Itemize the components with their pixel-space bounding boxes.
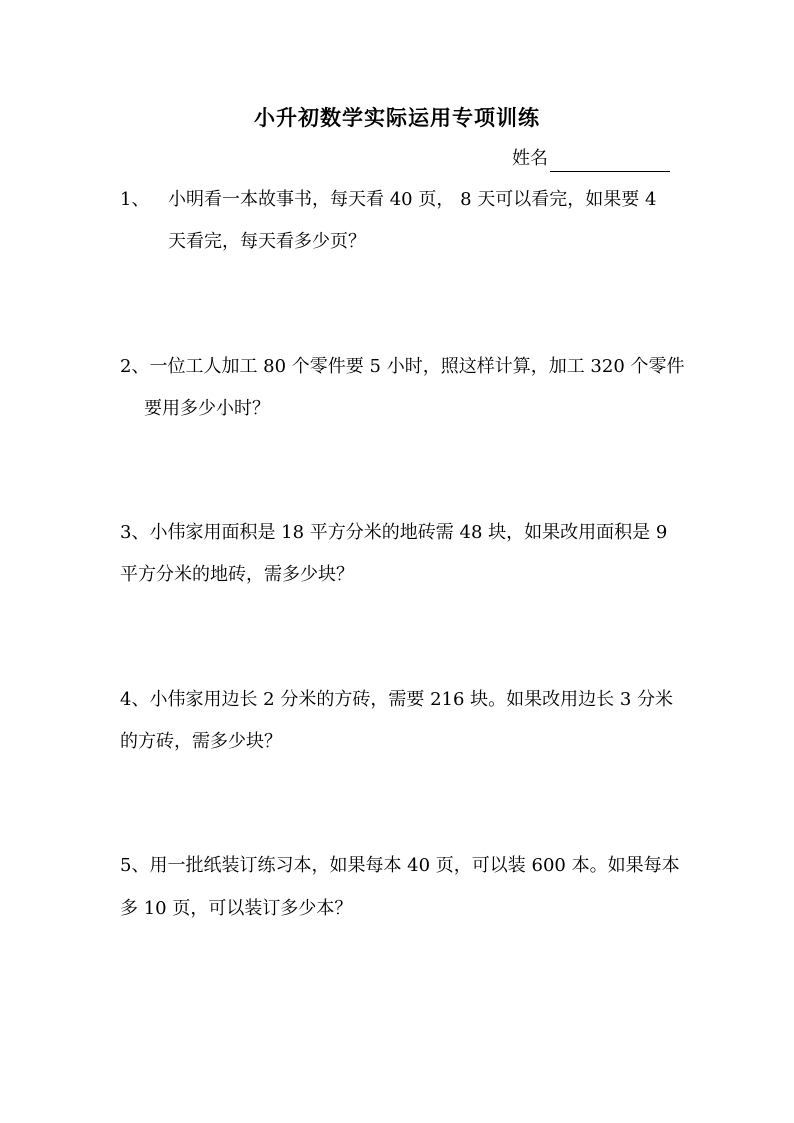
question-1-number: 1、 — [120, 189, 150, 210]
name-field — [512, 146, 670, 172]
question-5-line-2: 多 10 页，可以装订多少本？ — [120, 898, 353, 919]
question-2-line-1: 2、一位工人加工 80 个零件要 5 小时，照这样计算，加工 320 个零件 — [120, 356, 685, 377]
question-1-line-2: 天看完，每天看多少页？ — [168, 231, 366, 252]
question-2-line-2: 要用多少小时？ — [144, 398, 270, 419]
question-3-line-1: 3、小伟家用面积是 18 平方分米的地砖需 48 块，如果改用面积是 9 — [120, 522, 668, 543]
name-blank-line — [550, 151, 670, 172]
page-title: 小升初数学实际运用专项训练 — [254, 105, 540, 130]
name-label: 姓名 — [512, 148, 548, 169]
question-4-line-1: 4、小伟家用边长 2 分米的方砖，需要 216 块。如果改用边长 3 分米 — [120, 689, 674, 710]
question-4-line-2: 的方砖，需多少块？ — [120, 731, 282, 752]
question-1-line-1: 小明看一本故事书，每天看 40 页， 8 天可以看完，如果要 4 — [168, 189, 657, 210]
question-5-line-1: 5、用一批纸装订练习本，如果每本 40 页，可以装 600 本。如果每本 — [120, 855, 680, 876]
question-3-line-2: 平方分米的地砖，需多少块？ — [120, 564, 354, 585]
